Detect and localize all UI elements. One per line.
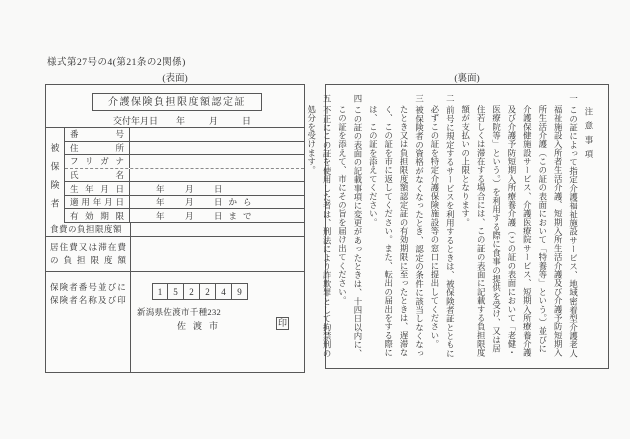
insurer-digit: 4 [216, 283, 232, 300]
insurer-digit: 2 [200, 283, 216, 300]
front-panel [45, 84, 305, 373]
item-text: 被保険者の資格がなくなったとき、認定の条件に該当しなくなったとき又は負担限度額認定証の有効期限に至ったときは、遅滞なく、この証を市に返してください。また、転出の届出をする際には、この証を添えてください。 [368, 105, 424, 358]
row-label: フリガナ [70, 156, 124, 167]
row-value: 年 月 日から [156, 197, 258, 208]
insurer-name: 佐渡市 [177, 321, 226, 331]
table-row-apply-date [65, 196, 304, 210]
notice-item-3 [365, 94, 427, 359]
certificate-title: 介護保険負担限度額認定証 [92, 93, 262, 111]
table-row-expiry [65, 209, 304, 223]
seal-mark: 印 [277, 318, 287, 328]
notice-item-5 [303, 94, 334, 359]
notice-text [306, 94, 596, 359]
notice-item-2 [427, 94, 458, 359]
back-panel [306, 84, 609, 369]
row-label: 食費の負担限度額 [50, 223, 123, 234]
item-text: この証によって指定介護福祉施設サービス、地域密着型介護老人福祉施設入所者生活介護、短期入所生活介護及び介護予防短期入所生活介護（この証の表面において「特養等」という。）並びに介護保健施設サービス、介護医療院サービス、短期入所療養介護及び介護予防短期入所療養介護（この証の表面において「老健・医療院等」という。）を利用する際に食事の提供を受け、又は居住若しくは滞在する場合には、この証の表面に記載する負担限度額が支払いの上限となります。 [460, 105, 578, 358]
notice-item-4 [334, 94, 365, 359]
row-value: 年 月 日まで [156, 210, 258, 221]
row-label: 有効期限 [70, 210, 124, 221]
table-row-furigana [65, 155, 304, 169]
notice-item-1 [457, 94, 580, 359]
table-row-meal-limit [46, 223, 304, 237]
front-side-label: (表面) [162, 74, 188, 84]
back-side-label: (裏面) [454, 74, 480, 84]
insurer-address: 新潟県佐渡市千種232 [137, 307, 222, 317]
insured-section [46, 128, 304, 223]
row-label: 居住費又は滞在費の負担限度額 [50, 241, 126, 265]
item-number: 三 [414, 94, 424, 103]
insurer-label-line1: 保険者番号並びに [50, 282, 126, 292]
table-row-address [65, 142, 304, 156]
insurer-label-line2: 保険者名称及び印 [50, 294, 126, 305]
row-value: 年 月 日 [156, 183, 229, 194]
insurer-digit: 5 [168, 283, 184, 300]
item-number: 四 [352, 94, 362, 103]
insurer-digit: 9 [232, 283, 248, 300]
issue-date-row [113, 114, 253, 127]
insurer-digit: 2 [184, 283, 200, 300]
row-label: 番号 [70, 129, 124, 140]
table-row-residence-limit [46, 237, 304, 272]
front-table [46, 128, 304, 372]
item-number: 五 [322, 94, 332, 103]
table-row-birthdate [65, 182, 304, 196]
issue-date-value: 年 月 日 [176, 116, 254, 126]
item-number: 一 [568, 94, 578, 103]
insurer-number-boxes [152, 283, 248, 300]
item-text: 前号に規定するサービスを利用するときは、被保険者証とともに必ずこの証を特定介護保険施設等の窓口に提出してください。 [429, 105, 455, 358]
row-label: 住所 [70, 142, 124, 153]
row-label: 生年月日 [70, 183, 124, 194]
row-label: 適用年月日 [70, 197, 124, 208]
front-title-area [46, 85, 304, 128]
item-text: この証の表面の記載事項に変更があったときは、十四日以内に、この証を添えて、市にその旨を届け出てください。 [337, 105, 362, 358]
table-row-number [65, 128, 304, 142]
notice-heading: 注意事項 [584, 107, 593, 165]
insurer-label [46, 272, 131, 372]
insurer-digit: 1 [152, 283, 168, 300]
row-label: 氏名 [70, 170, 124, 181]
insured-group-label: 被保険者 [46, 128, 65, 223]
form-id: 様式第27号の4(第21条の2関係) [47, 58, 186, 68]
insurer-content [131, 272, 304, 372]
issue-date-label: 交付年月日 [113, 116, 159, 126]
table-row-name [65, 169, 304, 183]
item-text: 不正にこの証を使用した者は、刑法により詐欺罪として拘禁刑の処分を受けます。 [306, 105, 332, 358]
table-row-insurer [46, 272, 304, 372]
row-value [131, 223, 304, 236]
item-number: 二 [445, 94, 455, 103]
row-value [131, 237, 304, 271]
